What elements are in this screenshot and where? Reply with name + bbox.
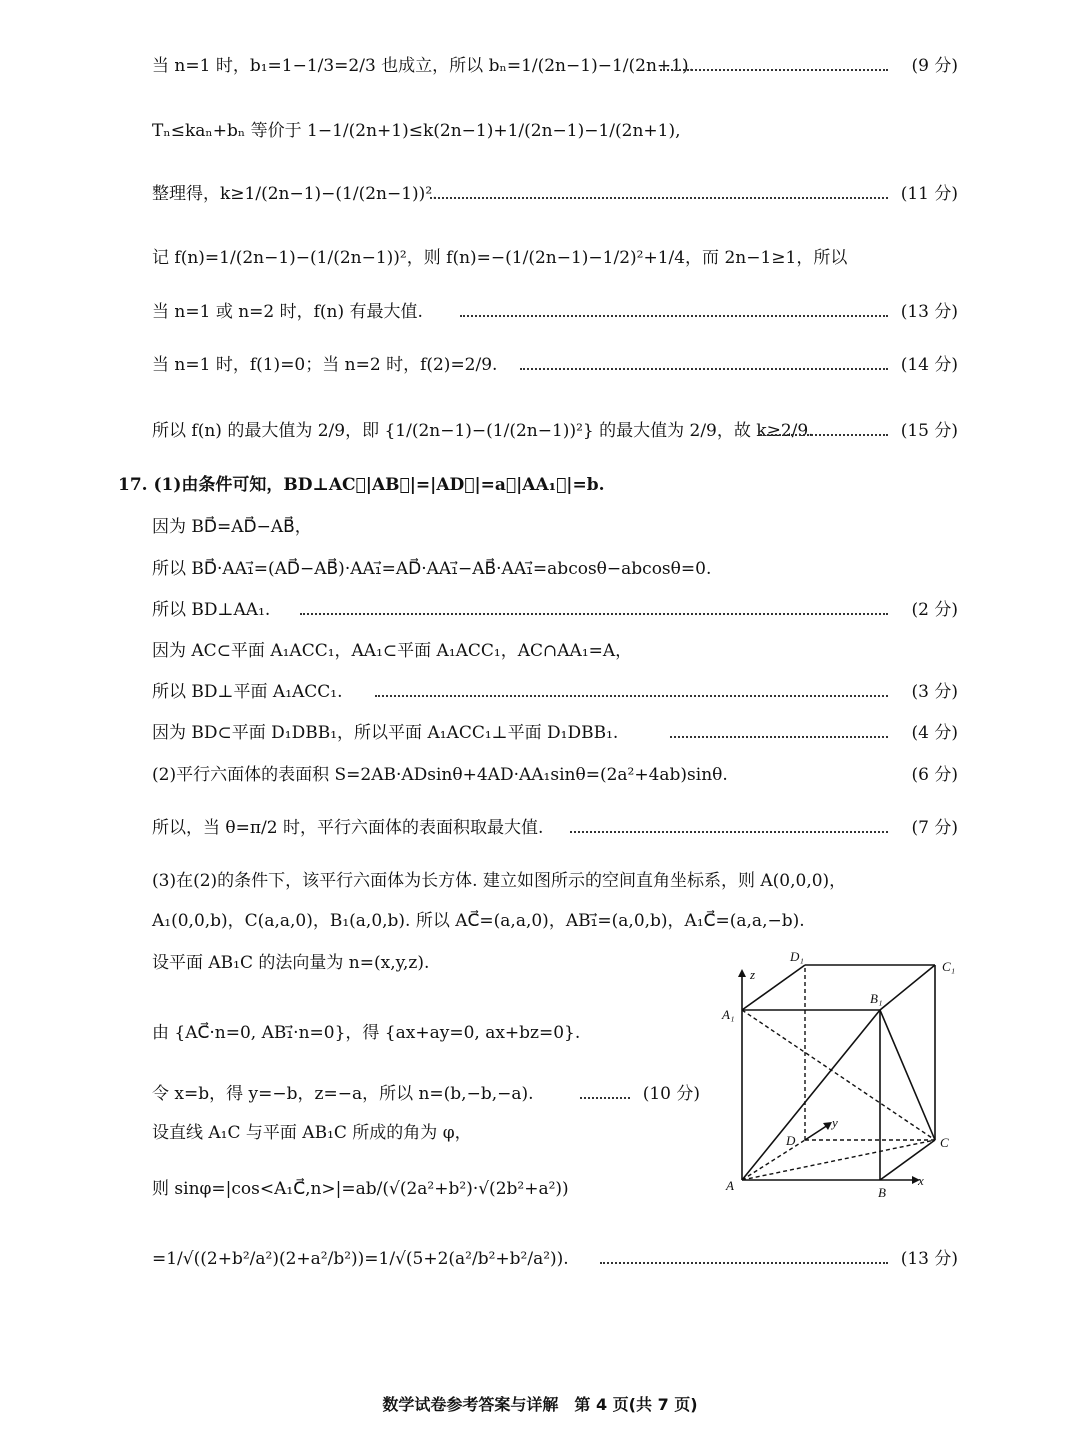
line-text: 整理得，k≥1/(2n−1)−(1/(2n−1))². [152, 184, 438, 204]
dot-leader [660, 69, 888, 71]
line-text: 记 f(n)=1/(2n−1)−(1/(2n−1))²，则 f(n)=−(1/(2n−1)−1/2)²+1/4，而 2n−1≥1，所以 [152, 248, 848, 268]
score-mark: (9 分) [911, 56, 958, 76]
label-C1: C₁ [942, 959, 956, 974]
line-text: 所以，当 θ=π/2 时，平行六面体的表面积取最大值. [152, 818, 544, 838]
y-arrow-icon [823, 1122, 832, 1130]
line-text: 设直线 A₁C 与平面 AB₁C 所成的角为 φ， [152, 1123, 472, 1143]
score-mark: (4 分) [911, 723, 958, 743]
line-text: 因为 AC⊂平面 A₁ACC₁，AA₁⊂平面 A₁ACC₁，AC∩AA₁=A， [152, 641, 633, 661]
label-y: y [832, 1115, 838, 1130]
line-text: 因为 BD⊂平面 D₁DBB₁，所以平面 A₁ACC₁⊥平面 D₁DBB₁. [152, 723, 619, 743]
dot-leader [760, 434, 888, 436]
score-mark: (2 分) [911, 600, 958, 620]
score-mark: (3 分) [911, 682, 958, 702]
dot-leader [430, 197, 888, 199]
cuboid-diagram [720, 945, 970, 1205]
score-mark: (13 分) [900, 1249, 958, 1269]
line-text: =1/√((2+b²/a²)(2+a²/b²))=1/√(5+2(a²/b²+b²/a²)). [152, 1249, 569, 1269]
score-mark: (14 分) [900, 355, 958, 375]
score-mark: (11 分) [900, 184, 958, 204]
label-x: x [918, 1173, 924, 1188]
line-text: 所以 BD⊥平面 A₁ACC₁. [152, 682, 343, 702]
score-mark: (13 分) [900, 302, 958, 322]
z-arrow-icon [738, 969, 746, 977]
line-text: 当 n=1 时，b₁=1−1/3=2/3 也成立，所以 bₙ=1/(2n−1)−1/(2n+1). [152, 56, 694, 76]
line-text: 则 sinφ=|cos<A₁C⃗,n>|=ab/(√(2a²+b²)·√(2b²+a²)) [152, 1179, 569, 1199]
label-D1: D₁ [790, 949, 804, 964]
edge-B1C [880, 1010, 935, 1140]
edge-A1C [742, 1010, 935, 1140]
y-axis [805, 1125, 828, 1140]
line-text: 由 {AC⃗·n=0, AB₁⃗·n=0}，得 {ax+ay=0, ax+bz=0}. [152, 1023, 581, 1043]
score-mark: (6 分) [911, 765, 958, 785]
line-text: 令 x=b，得 y=−b，z=−a，所以 n=(b,−b,−a). [152, 1084, 534, 1104]
score-mark: (7 分) [911, 818, 958, 838]
line-text: 17. (1)由条件可知，BD⊥AC，|AB⃗|=|AD⃗|=a，|AA₁⃗|=b. [118, 475, 605, 495]
edge-AB1 [742, 1010, 880, 1180]
line-text: 所以 BD⊥AA₁. [152, 600, 271, 620]
label-C: C [940, 1135, 949, 1150]
line-text: A₁(0,0,b)，C(a,a,0)，B₁(a,0,b). 所以 AC⃗=(a,a,0)，AB₁⃗=(a,0,b)，A₁C⃗=(a,a,−b). [152, 911, 805, 931]
label-D: D [786, 1133, 796, 1148]
dot-leader [300, 613, 888, 615]
line-text: (2)平行六面体的表面积 S=2AB·ADsinθ+4AD·AA₁sinθ=(2a²+4ab)sinθ. [152, 765, 728, 785]
label-A1: A₁ [722, 1007, 735, 1022]
line-text: 当 n=1 时，f(1)=0；当 n=2 时，f(2)=2/9. [152, 355, 498, 375]
dot-leader [570, 831, 888, 833]
label-B: B [878, 1185, 886, 1200]
line-text: Tₙ≤kaₙ+bₙ 等价于 1−1/(2n+1)≤k(2n−1)+1/(2n−1)−1/(2n+1), [152, 121, 681, 141]
dot-leader [600, 1262, 888, 1264]
label-A: A [726, 1178, 734, 1193]
edge-AD [742, 1140, 805, 1180]
page-footer: 数学试卷参考答案与详解 第 4 页(共 7 页) [382, 1395, 698, 1414]
line-text: (3)在(2)的条件下，该平行六面体为长方体. 建立如图所示的空间直角坐标系，则 A(0,0,0)， [152, 871, 847, 891]
edge-AC [742, 1140, 935, 1180]
edge-B1C1 [880, 965, 935, 1010]
dot-leader [670, 736, 888, 738]
label-z: z [750, 967, 756, 982]
dot-leader [375, 695, 888, 697]
line-text: 当 n=1 或 n=2 时，f(n) 有最大值. [152, 302, 423, 322]
dot-leader [580, 1097, 630, 1099]
line-text: 所以 BD⃗·AA₁⃗=(AD⃗−AB⃗)·AA₁⃗=AD⃗·AA₁⃗−AB⃗·AA₁⃗=abcosθ−abcosθ=0. [152, 559, 712, 579]
line-text: 设平面 AB₁C 的法向量为 n=(x,y,z). [152, 953, 430, 973]
dot-leader [520, 368, 888, 370]
line-text: 所以 f(n) 的最大值为 2/9，即 {1/(2n−1)−(1/(2n−1))²} 的最大值为 2/9，故 k≥2/9. [152, 421, 814, 441]
score-mark: (10 分) [642, 1084, 700, 1104]
line-text: 因为 BD⃗=AD⃗−AB⃗， [152, 517, 312, 537]
dot-leader [460, 315, 888, 317]
label-B1: B₁ [870, 991, 883, 1006]
score-mark: (15 分) [900, 421, 958, 441]
